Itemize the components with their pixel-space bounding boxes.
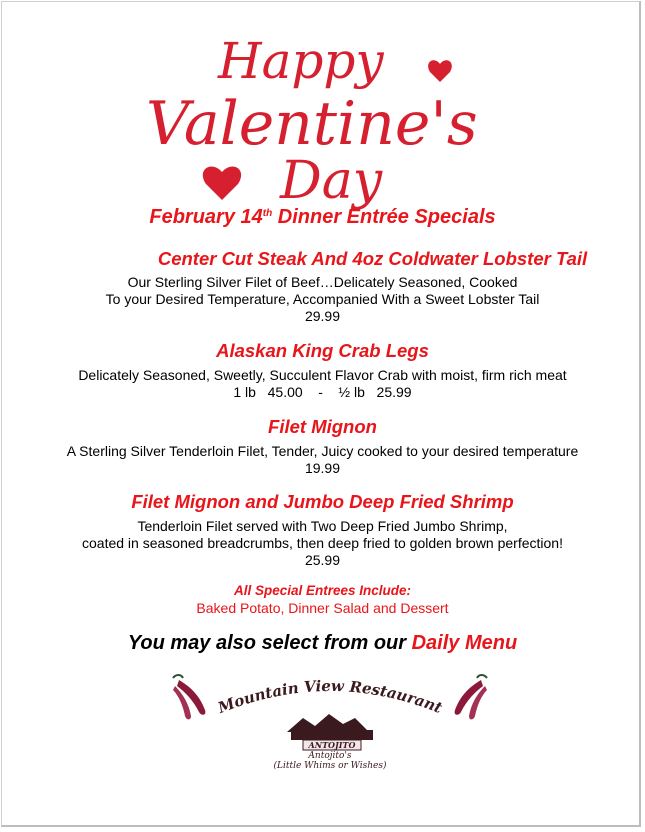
item-description: coated in seasoned breadcrumbs, then deep fried to golden brown perfection!	[82, 535, 563, 551]
daily-menu-link[interactable]: Daily Menu	[411, 632, 518, 654]
heart-icon	[203, 166, 241, 200]
item-description: Our Sterling Silver Filet of Beef…Delicately Seasoned, Cooked	[127, 274, 518, 290]
restaurant-logo	[165, 672, 495, 772]
restaurant-name: Mountain View Restaurant	[215, 676, 445, 717]
valentines-header-art	[140, 22, 520, 212]
item-title: Alaskan King Crab Legs	[216, 340, 429, 361]
page-title	[0, 206, 645, 229]
title-text: Dinner Entrée Specials	[272, 206, 496, 228]
closing-prefix: You may also select from our	[127, 632, 412, 654]
logo-subtitle: Antojito's	[308, 751, 352, 761]
includes-text: Baked Potato, Dinner Salad and Dessert	[196, 600, 449, 616]
item-description: Delicately Seasoned, Sweetly, Succulent Flavor Crab with moist, firm rich meat	[78, 367, 567, 383]
logo-sign: ANTOJITO	[308, 740, 356, 750]
item-price: 1 lb 45.00 - ½ lb 25.99	[233, 384, 412, 400]
happy-script: Happy	[218, 32, 384, 90]
item-title: Filet Mignon and Jumbo Deep Fried Shrimp	[131, 491, 514, 512]
item-title: Center Cut Steak And 4oz Coldwater Lobster Tail	[157, 248, 588, 269]
chili-pepper-icon	[173, 675, 205, 719]
item-price: 25.99	[304, 552, 341, 568]
title-superscript: th	[262, 208, 273, 219]
heart-icon	[428, 60, 452, 82]
item-price: 29.99	[304, 308, 341, 324]
includes-title: All Special Entrees Include:	[233, 583, 412, 598]
chili-pepper-icon	[455, 675, 487, 719]
valentines-script: Valentine's	[146, 89, 478, 159]
item-description: Tenderloin Filet served with Two Deep Fried Jumbo Shrimp,	[137, 518, 508, 534]
item-price: 19.99	[304, 460, 341, 476]
logo-tagline: (Little Whims or Wishes)	[273, 761, 387, 771]
closing-line	[0, 632, 645, 655]
item-description: To your Desired Temperature, Accompanied With a Sweet Lobster Tail	[105, 291, 540, 307]
item-title: Filet Mignon	[268, 416, 377, 437]
item-description: A Sterling Silver Tenderloin Filet, Tender, Juicy cooked to your desired temperature	[66, 443, 579, 459]
day-script: Day	[280, 151, 383, 211]
title-date: February 14	[149, 206, 263, 228]
